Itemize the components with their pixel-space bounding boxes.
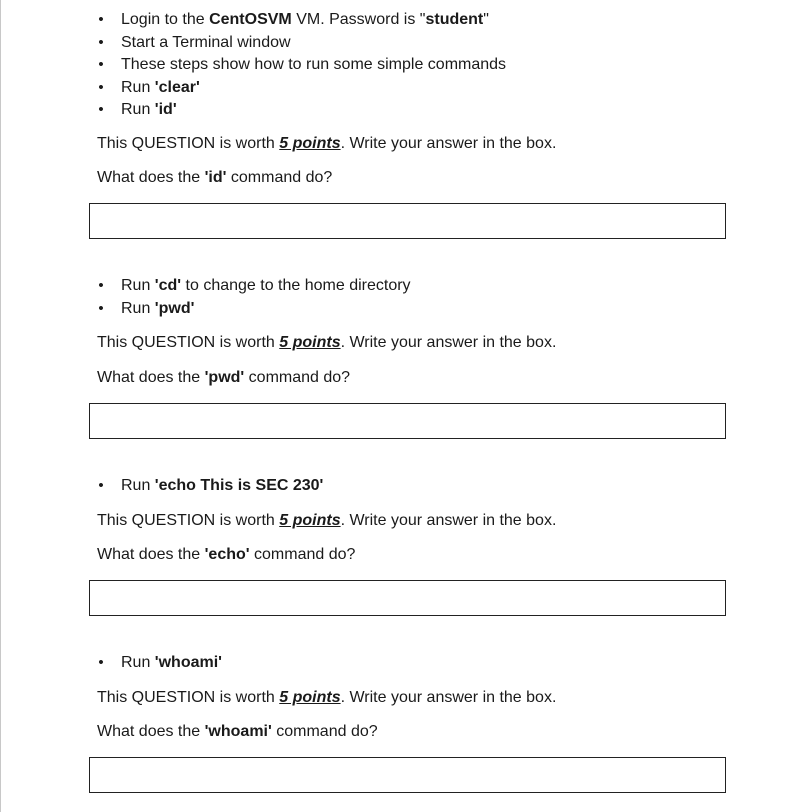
- step-text: to change to the home directory: [181, 277, 411, 294]
- answer-box-echo[interactable]: [89, 580, 726, 616]
- step-list: [0, 652, 811, 675]
- question-prompt: [97, 168, 332, 188]
- step-text: Run: [121, 78, 155, 96]
- bullet-icon: •: [98, 56, 104, 73]
- step-text: VM. Password is ": [291, 11, 426, 28]
- question-text: What does the: [97, 369, 205, 386]
- points-statement: [97, 688, 556, 708]
- step-text: Run: [121, 299, 155, 317]
- step-bold-text: CentOSVM: [209, 11, 292, 28]
- step-bold-text: 'pwd': [154, 299, 195, 317]
- points-text: . Write your answer in the box.: [340, 135, 557, 152]
- step-bold-text: 'cd': [154, 277, 182, 294]
- bullet-icon: •: [98, 654, 104, 671]
- points-text: This QUESTION is worth: [97, 334, 280, 351]
- answer-box-pwd[interactable]: [89, 403, 726, 439]
- question-prompt: [97, 368, 350, 388]
- bullet-icon: •: [98, 33, 104, 51]
- step-item: [0, 298, 811, 321]
- points-statement: [97, 511, 556, 531]
- answer-box-whoami[interactable]: [89, 757, 726, 793]
- answer-box-id[interactable]: [89, 203, 726, 239]
- command-name: 'pwd': [204, 369, 245, 386]
- points-value: 5 points: [279, 512, 341, 529]
- step-text: Login to the: [121, 11, 210, 28]
- points-text: . Write your answer in the box.: [340, 512, 557, 529]
- question-text: What does the: [97, 546, 205, 563]
- points-value: 5 points: [279, 135, 341, 152]
- step-bold-text: 'id': [154, 101, 177, 118]
- question-text: What does the: [97, 723, 205, 740]
- step-item: [0, 9, 811, 32]
- question-text: command do?: [244, 369, 351, 386]
- step-list: [0, 9, 811, 122]
- command-name: 'id': [204, 169, 227, 186]
- bullet-icon: •: [98, 11, 104, 28]
- bullet-icon: •: [98, 277, 104, 294]
- question-text: command do?: [271, 723, 378, 740]
- step-item: [0, 652, 811, 675]
- question-prompt: [97, 722, 378, 742]
- question-section-pwd: [0, 275, 811, 320]
- points-text: This QUESTION is worth: [97, 689, 280, 706]
- step-list: [0, 475, 811, 498]
- question-section-whoami: [0, 652, 811, 675]
- question-section-echo: [0, 475, 811, 498]
- points-text: This QUESTION is worth: [97, 135, 280, 152]
- question-section-id: [0, 9, 811, 122]
- question-text: command do?: [226, 169, 333, 186]
- points-statement: [97, 134, 556, 154]
- points-value: 5 points: [279, 689, 341, 706]
- step-list: [0, 275, 811, 320]
- step-bold-text: 'echo This is SEC 230': [154, 477, 324, 494]
- points-value: 5 points: [279, 334, 341, 351]
- bullet-icon: •: [98, 78, 104, 96]
- points-statement: [97, 333, 556, 353]
- step-bold-text: student: [425, 11, 484, 28]
- points-text: . Write your answer in the box.: [340, 334, 557, 351]
- points-text: This QUESTION is worth: [97, 512, 280, 529]
- step-bold-text: 'clear': [154, 78, 200, 96]
- step-item: [0, 275, 811, 298]
- bullet-icon: •: [98, 477, 104, 494]
- step-text: These steps show how to run some simple commands: [121, 56, 507, 73]
- command-name: 'echo': [204, 546, 250, 563]
- step-item: [0, 99, 811, 122]
- command-name: 'whoami': [204, 723, 272, 740]
- question-text: command do?: [249, 546, 356, 563]
- question-text: What does the: [97, 169, 205, 186]
- step-text: Run: [121, 101, 155, 118]
- bullet-icon: •: [98, 101, 104, 118]
- step-text: Run: [121, 277, 155, 294]
- step-item: [0, 54, 811, 77]
- points-text: . Write your answer in the box.: [340, 689, 557, 706]
- step-text: Run: [121, 654, 155, 671]
- question-prompt: [97, 545, 355, 565]
- step-text: Start a Terminal window: [121, 33, 291, 51]
- bullet-icon: •: [98, 299, 104, 317]
- step-item: [0, 77, 811, 100]
- step-text: ": [483, 11, 489, 28]
- step-item: [0, 475, 811, 498]
- step-text: Run: [121, 477, 155, 494]
- step-item: [0, 32, 811, 55]
- step-bold-text: 'whoami': [154, 654, 222, 671]
